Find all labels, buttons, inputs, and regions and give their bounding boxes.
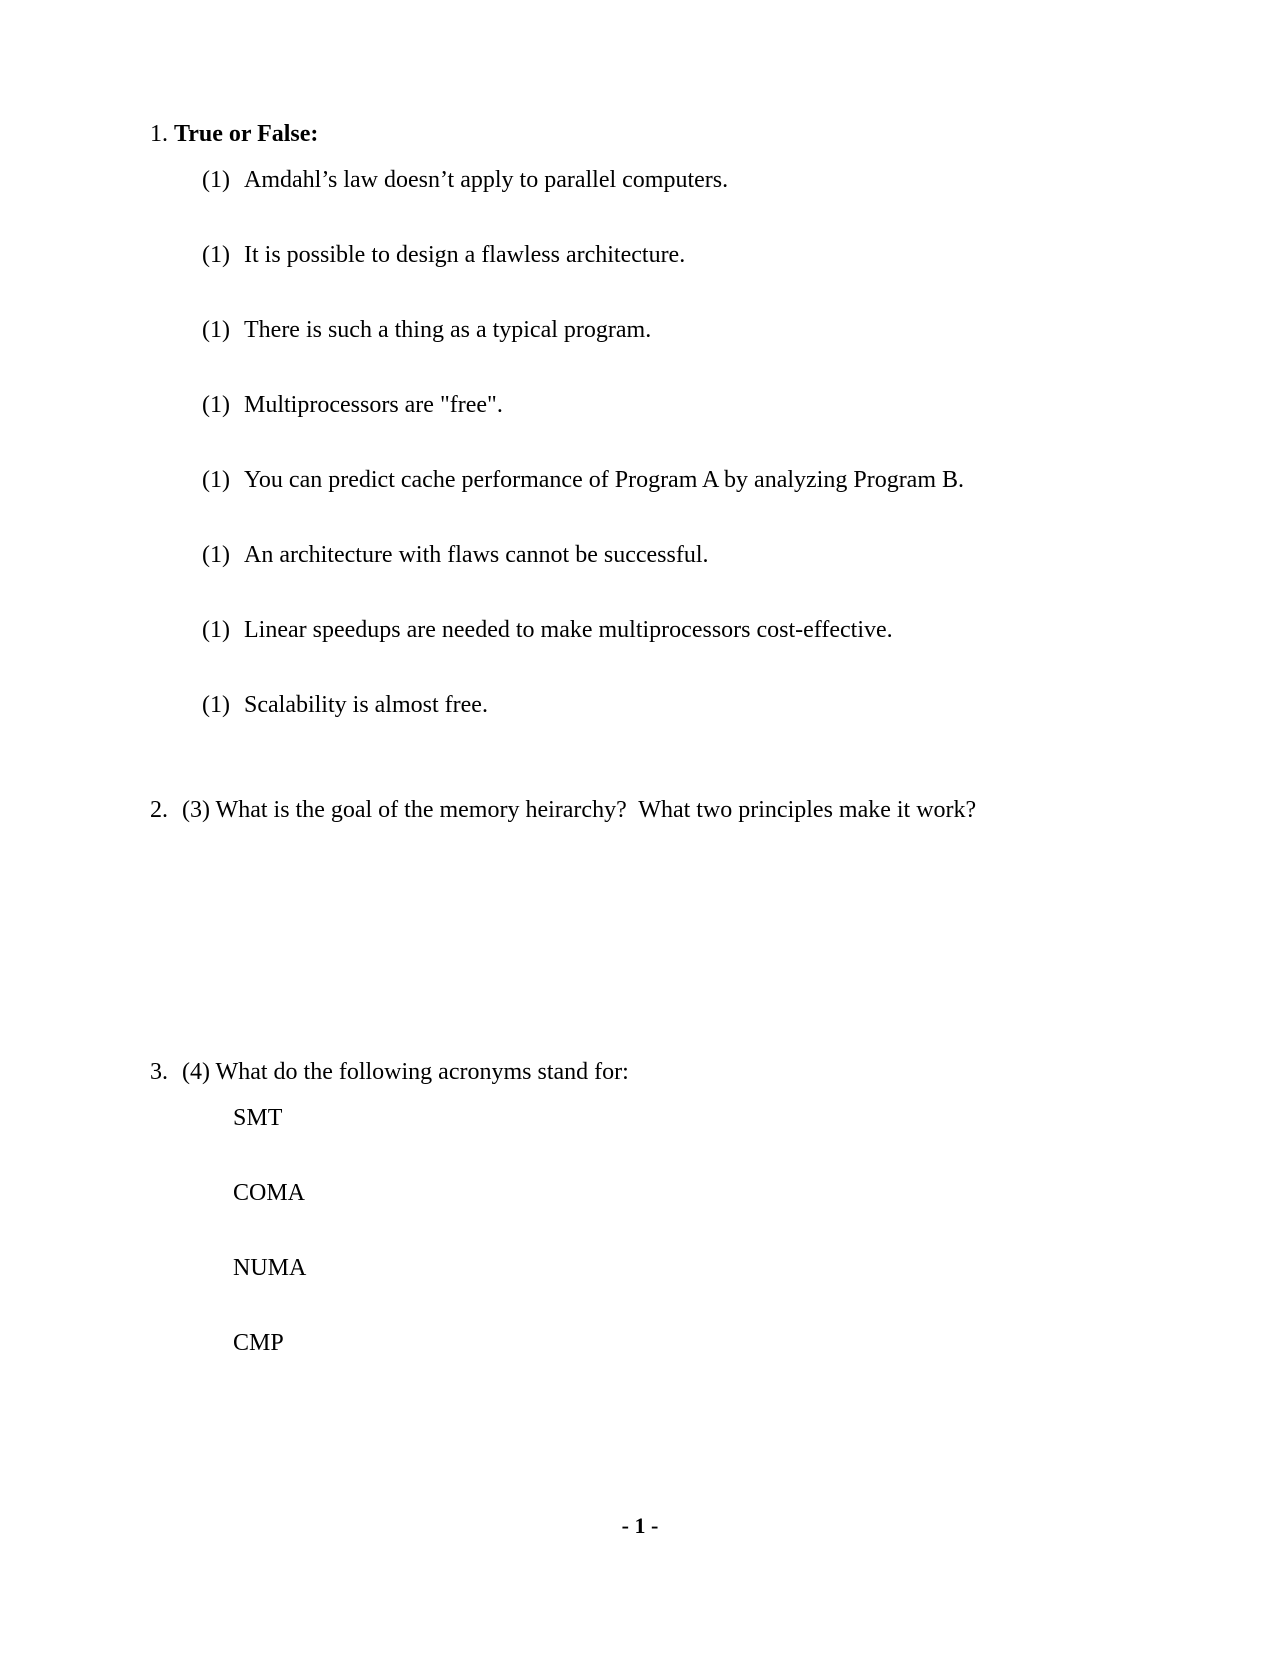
q1-item-8-text: Scalability is almost free.	[244, 692, 488, 718]
question-1-number: 1.	[150, 121, 168, 147]
question-3	[150, 1058, 629, 1086]
q1-item-7	[202, 616, 893, 644]
q1-item-1-points: (1)	[202, 167, 230, 193]
q1-item-4	[202, 391, 503, 419]
q1-item-8	[202, 691, 488, 719]
q1-item-6-points: (1)	[202, 542, 230, 568]
q1-item-3-text: There is such a thing as a typical program.	[244, 317, 652, 343]
question-1-header	[150, 120, 318, 148]
page-number: - 1 -	[621, 1513, 659, 1538]
q1-item-2	[202, 241, 685, 269]
acronym-coma: COMA	[233, 1180, 306, 1206]
q1-item-5	[202, 466, 964, 494]
q1-item-2-text: It is possible to design a flawless architecture.	[244, 242, 686, 268]
acronym-cmp: CMP	[233, 1330, 284, 1356]
q1-item-6	[202, 541, 709, 569]
acronym-numa: NUMA	[233, 1255, 307, 1281]
q1-item-4-text: Multiprocessors are "free".	[244, 392, 503, 418]
q1-item-1-text: Amdahl’s law doesn’t apply to parallel computers.	[244, 167, 729, 193]
q1-item-6-text: An architecture with flaws cannot be successful.	[244, 542, 709, 568]
q1-item-3-points: (1)	[202, 317, 230, 343]
q1-item-3	[202, 316, 651, 344]
question-2-number: 2.	[150, 797, 168, 823]
acronym-smt: SMT	[233, 1105, 283, 1131]
q1-item-4-points: (1)	[202, 392, 230, 418]
q1-item-7-points: (1)	[202, 617, 230, 643]
question-3-text: (4) What do the following acronyms stand for:	[182, 1059, 629, 1085]
q1-item-5-points: (1)	[202, 467, 230, 493]
q1-item-2-points: (1)	[202, 242, 230, 268]
q1-item-7-text: Linear speedups are needed to make multiprocessors cost-effective.	[244, 617, 893, 643]
question-2-text: (3) What is the goal of the memory heirarchy? What two principles make it work?	[182, 797, 977, 823]
q1-item-1	[202, 166, 728, 194]
q1-item-8-points: (1)	[202, 692, 230, 718]
question-1-heading: True or False:	[174, 121, 319, 147]
question-3-number: 3.	[150, 1059, 168, 1085]
q1-item-5-text: You can predict cache performance of Program A by analyzing Program B.	[244, 467, 965, 493]
question-2	[150, 796, 976, 824]
